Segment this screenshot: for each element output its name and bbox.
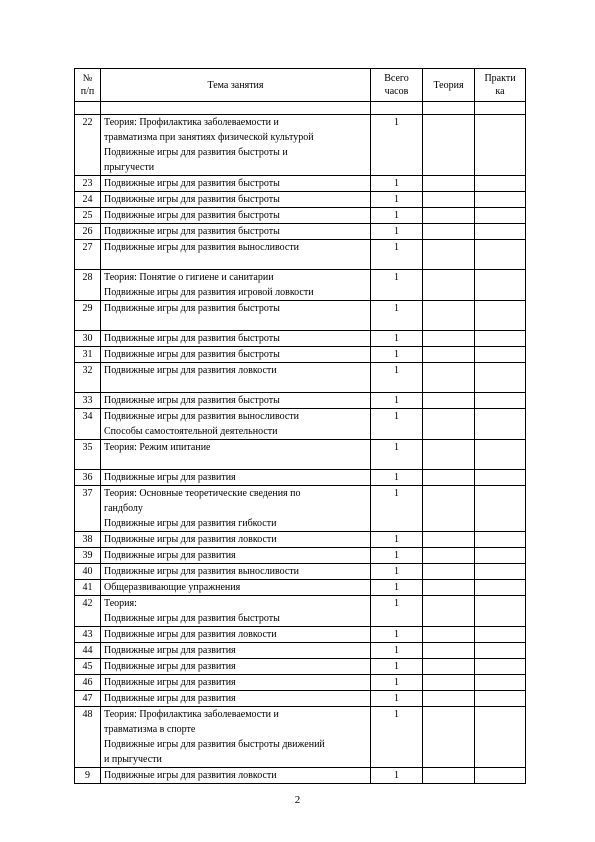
row-theory-hours [423, 596, 475, 627]
row-theory-hours [423, 486, 475, 532]
row-theory-hours [423, 659, 475, 675]
row-topic: Теория: Режим ипитание [101, 440, 371, 470]
row-topic: Подвижные игры для развития [101, 643, 371, 659]
row-number: 31 [75, 347, 101, 363]
table-row [75, 532, 526, 548]
table-row [75, 115, 526, 176]
row-number: 40 [75, 564, 101, 580]
row-number: 45 [75, 659, 101, 675]
table-row [75, 596, 526, 627]
row-total-hours: 1 [371, 643, 423, 659]
row-theory-hours [423, 675, 475, 691]
row-number: 29 [75, 301, 101, 331]
row-practice-hours [475, 301, 526, 331]
row-number: 24 [75, 192, 101, 208]
row-total-hours: 1 [371, 270, 423, 301]
row-theory-hours [423, 532, 475, 548]
row-total-hours: 1 [371, 331, 423, 347]
row-practice-hours [475, 208, 526, 224]
row-number: 47 [75, 691, 101, 707]
row-total-hours: 1 [371, 192, 423, 208]
row-topic: Подвижные игры для развития быстроты [101, 393, 371, 409]
row-practice-hours [475, 675, 526, 691]
row-practice-hours [475, 659, 526, 675]
table-row [75, 102, 526, 115]
page-number: 2 [294, 794, 301, 806]
row-topic: Подвижные игры для развития ловкости [101, 627, 371, 643]
row-number [75, 102, 101, 115]
row-practice-hours [475, 270, 526, 301]
row-number: 46 [75, 675, 101, 691]
table-header-row [75, 69, 526, 102]
row-theory-hours [423, 363, 475, 393]
row-total-hours: 1 [371, 691, 423, 707]
row-practice-hours [475, 691, 526, 707]
row-topic: Подвижные игры для развития ловкости [101, 532, 371, 548]
row-number: 36 [75, 470, 101, 486]
table-row [75, 768, 526, 784]
row-practice-hours [475, 393, 526, 409]
row-topic: Общеразвивающие упражнения [101, 580, 371, 596]
row-practice-hours [475, 409, 526, 440]
row-practice-hours [475, 627, 526, 643]
row-total-hours: 1 [371, 707, 423, 768]
row-total-hours: 1 [371, 347, 423, 363]
row-topic [101, 102, 371, 115]
row-practice-hours [475, 707, 526, 768]
row-total-hours: 1 [371, 115, 423, 176]
table-row [75, 301, 526, 331]
table-row [75, 643, 526, 659]
row-theory-hours [423, 208, 475, 224]
table-row [75, 564, 526, 580]
row-total-hours: 1 [371, 208, 423, 224]
row-number: 9 [75, 768, 101, 784]
row-theory-hours [423, 768, 475, 784]
row-number: 25 [75, 208, 101, 224]
row-topic: Теория: Подвижные игры для развития быстроты [101, 596, 371, 627]
row-topic: Подвижные игры для развития быстроты [101, 331, 371, 347]
row-total-hours: 1 [371, 470, 423, 486]
row-number: 39 [75, 548, 101, 564]
row-practice-hours [475, 440, 526, 470]
row-practice-hours [475, 486, 526, 532]
row-practice-hours [475, 768, 526, 784]
row-theory-hours [423, 176, 475, 192]
row-number: 48 [75, 707, 101, 768]
row-theory-hours [423, 548, 475, 564]
row-practice-hours [475, 192, 526, 208]
row-topic: Теория: Основные теоретические сведения по гандболу Подвижные игры для развития гибкости [101, 486, 371, 532]
row-number: 43 [75, 627, 101, 643]
table-row [75, 627, 526, 643]
row-topic: Подвижные игры для развития [101, 470, 371, 486]
row-topic: Подвижные игры для развития выносливости Способы самостоятельной деятельности [101, 409, 371, 440]
row-practice-hours [475, 363, 526, 393]
row-total-hours: 1 [371, 580, 423, 596]
row-topic: Подвижные игры для развития ловкости [101, 363, 371, 393]
row-theory-hours [423, 393, 475, 409]
table-row [75, 270, 526, 301]
row-theory-hours [423, 270, 475, 301]
row-total-hours: 1 [371, 768, 423, 784]
row-theory-hours [423, 301, 475, 331]
row-total-hours: 1 [371, 176, 423, 192]
table-row [75, 192, 526, 208]
row-total-hours: 1 [371, 548, 423, 564]
row-theory-hours [423, 691, 475, 707]
table-row [75, 176, 526, 192]
table-row [75, 224, 526, 240]
row-number: 28 [75, 270, 101, 301]
row-topic: Подвижные игры для развития быстроты [101, 224, 371, 240]
table-row [75, 393, 526, 409]
row-practice-hours [475, 347, 526, 363]
row-total-hours: 1 [371, 596, 423, 627]
row-practice-hours [475, 331, 526, 347]
row-topic: Теория: Понятие о гигиене и санитарии Подвижные игры для развития игровой ловкости [101, 270, 371, 301]
row-practice-hours [475, 176, 526, 192]
row-practice-hours [475, 548, 526, 564]
row-total-hours: 1 [371, 393, 423, 409]
row-theory-hours [423, 470, 475, 486]
row-topic: Подвижные игры для развития быстроты [101, 192, 371, 208]
row-practice-hours [475, 564, 526, 580]
row-total-hours: 1 [371, 440, 423, 470]
row-practice-hours [475, 532, 526, 548]
row-number: 22 [75, 115, 101, 176]
row-topic: Подвижные игры для развития [101, 675, 371, 691]
header-total-hours: Всего часов [371, 69, 423, 102]
table-row [75, 675, 526, 691]
row-topic: Подвижные игры для развития выносливости [101, 240, 371, 270]
table-row [75, 208, 526, 224]
row-theory-hours [423, 192, 475, 208]
row-number: 23 [75, 176, 101, 192]
row-total-hours: 1 [371, 564, 423, 580]
row-number: 38 [75, 532, 101, 548]
row-topic: Подвижные игры для развития быстроты [101, 208, 371, 224]
row-topic: Подвижные игры для развития быстроты [101, 176, 371, 192]
table-row [75, 691, 526, 707]
row-theory-hours [423, 331, 475, 347]
lesson-plan-table [74, 68, 526, 784]
row-topic: Подвижные игры для развития [101, 691, 371, 707]
row-theory-hours [423, 240, 475, 270]
row-practice-hours [475, 596, 526, 627]
row-theory-hours [423, 347, 475, 363]
row-total-hours: 1 [371, 659, 423, 675]
row-theory-hours [423, 409, 475, 440]
row-total-hours: 1 [371, 240, 423, 270]
row-practice-hours [475, 470, 526, 486]
table-row [75, 548, 526, 564]
row-number: 27 [75, 240, 101, 270]
row-practice-hours [475, 102, 526, 115]
row-total-hours: 1 [371, 409, 423, 440]
row-theory-hours [423, 643, 475, 659]
row-topic: Подвижные игры для развития быстроты [101, 301, 371, 331]
row-total-hours: 1 [371, 486, 423, 532]
table-row [75, 409, 526, 440]
row-practice-hours [475, 224, 526, 240]
row-total-hours: 1 [371, 224, 423, 240]
row-number: 44 [75, 643, 101, 659]
row-number: 35 [75, 440, 101, 470]
row-theory-hours [423, 440, 475, 470]
header-practice: Практи ка [475, 69, 526, 102]
header-theory: Теория [423, 69, 475, 102]
row-theory-hours [423, 224, 475, 240]
row-topic: Теория: Профилактика заболеваемости и травматизма при занятиях физической культурой Подвижные игры для развития быстроты и прыгучести [101, 115, 371, 176]
table-row [75, 440, 526, 470]
row-total-hours: 1 [371, 532, 423, 548]
row-practice-hours [475, 643, 526, 659]
row-theory-hours [423, 627, 475, 643]
row-number: 33 [75, 393, 101, 409]
table-row [75, 486, 526, 532]
row-theory-hours [423, 707, 475, 768]
header-number: № п/п [75, 69, 101, 102]
table-row [75, 347, 526, 363]
table-row [75, 331, 526, 347]
row-total-hours: 1 [371, 363, 423, 393]
header-topic: Тема занятия [101, 69, 371, 102]
row-theory-hours [423, 102, 475, 115]
row-topic: Подвижные игры для развития быстроты [101, 347, 371, 363]
table-row [75, 240, 526, 270]
row-theory-hours [423, 115, 475, 176]
row-total-hours: 1 [371, 675, 423, 691]
row-practice-hours [475, 240, 526, 270]
row-number: 41 [75, 580, 101, 596]
table-row [75, 580, 526, 596]
row-total-hours [371, 102, 423, 115]
row-theory-hours [423, 580, 475, 596]
row-topic: Подвижные игры для развития выносливости [101, 564, 371, 580]
row-number: 34 [75, 409, 101, 440]
row-total-hours: 1 [371, 301, 423, 331]
table-row [75, 659, 526, 675]
row-theory-hours [423, 564, 475, 580]
row-number: 26 [75, 224, 101, 240]
table-row [75, 363, 526, 393]
table-row [75, 470, 526, 486]
row-practice-hours [475, 580, 526, 596]
row-number: 30 [75, 331, 101, 347]
row-number: 37 [75, 486, 101, 532]
row-topic: Подвижные игры для развития ловкости [101, 768, 371, 784]
table-row [75, 707, 526, 768]
row-practice-hours [475, 115, 526, 176]
row-total-hours: 1 [371, 627, 423, 643]
row-topic: Теория: Профилактика заболеваемости и травматизма в спорте Подвижные игры для развития быстроты движений и прыгучести [101, 707, 371, 768]
row-topic: Подвижные игры для развития [101, 548, 371, 564]
row-topic: Подвижные игры для развития [101, 659, 371, 675]
row-number: 32 [75, 363, 101, 393]
row-number: 42 [75, 596, 101, 627]
